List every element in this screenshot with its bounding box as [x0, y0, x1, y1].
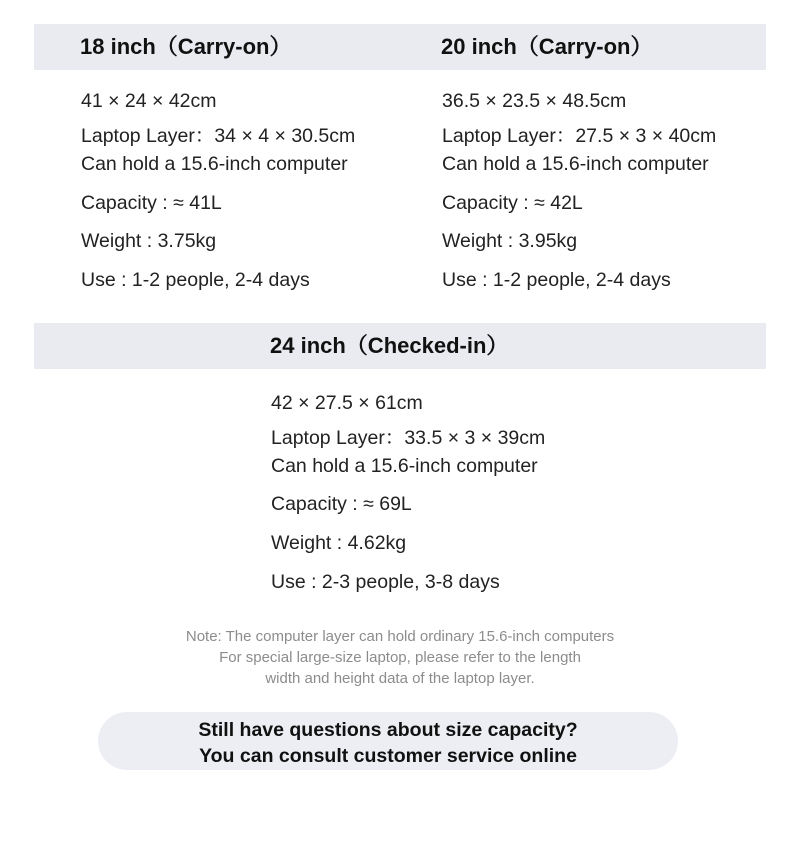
laptop-hold-20: Can hold a 15.6-inch computer — [442, 153, 709, 175]
weight-24: Weight : 4.62kg — [271, 532, 407, 554]
use-20: Use : 1-2 people, 2-4 days — [442, 269, 671, 291]
use-18: Use : 1-2 people, 2-4 days — [81, 269, 310, 291]
capacity-18: Capacity : ≈ 41L — [81, 192, 222, 214]
cta-line-2: You can consult customer service online — [199, 745, 577, 767]
weight-18: Weight : 3.75kg — [81, 230, 217, 252]
weight-20: Weight : 3.95kg — [442, 230, 578, 252]
header-band-checked-in — [34, 323, 766, 369]
laptop-layer-note — [0, 626, 800, 689]
laptop-hold-18: Can hold a 15.6-inch computer — [81, 153, 348, 175]
dimensions-20: 36.5 × 23.5 × 48.5cm — [442, 90, 627, 112]
use-24: Use : 2-3 people, 3-8 days — [271, 571, 500, 593]
dimensions-24: 42 × 27.5 × 61cm — [271, 392, 423, 414]
size-title-20: 20 inch（Carry-on） — [441, 34, 653, 59]
laptop-layer-20: Laptop Layer：27.5 × 3 × 40cm — [442, 125, 717, 147]
size-title-18: 18 inch（Carry-on） — [80, 34, 292, 59]
dimensions-18: 41 × 24 × 42cm — [81, 90, 217, 112]
capacity-20: Capacity : ≈ 42L — [442, 192, 583, 214]
size-title-24: 24 inch（Checked-in） — [270, 333, 509, 358]
cta-line-1: Still have questions about size capacity? — [198, 719, 578, 741]
capacity-24: Capacity : ≈ 69L — [271, 493, 412, 515]
note-line-1: Note: The computer layer can hold ordinary 15.6-inch computers — [185, 628, 615, 645]
note-line-2: For special large-size laptop, please refer to the length — [219, 649, 581, 666]
consult-customer-service-button[interactable] — [98, 712, 678, 770]
laptop-layer-24: Laptop Layer：33.5 × 3 × 39cm — [271, 427, 546, 449]
note-line-3: width and height data of the laptop layer. — [265, 670, 535, 687]
laptop-layer-18: Laptop Layer：34 × 4 × 30.5cm — [81, 125, 356, 147]
header-band-carry-on — [34, 24, 766, 70]
laptop-hold-24: Can hold a 15.6-inch computer — [271, 455, 538, 477]
